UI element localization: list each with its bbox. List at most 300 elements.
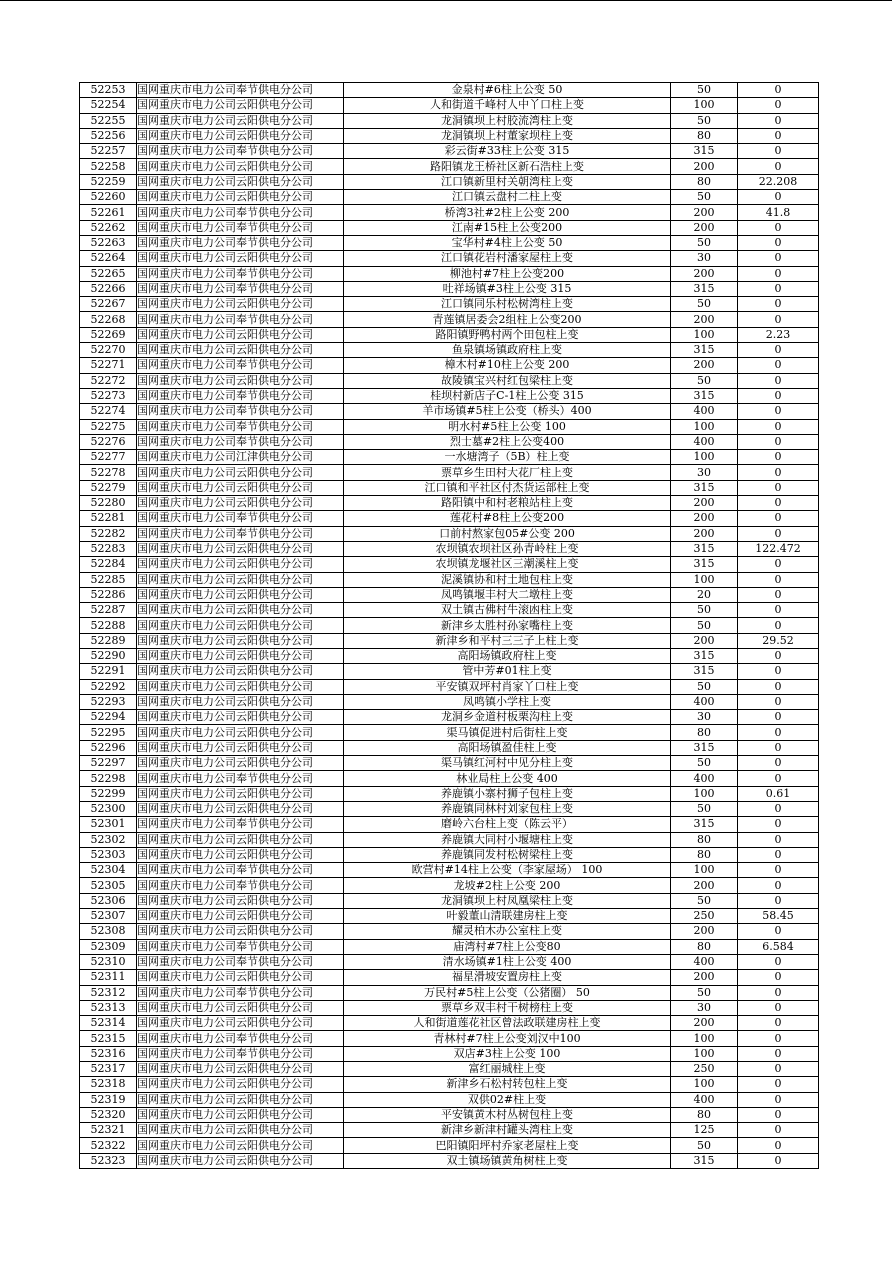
value-cell: 0 (738, 480, 819, 495)
value-cell: 0 (738, 159, 819, 174)
company-cell: 国网重庆市电力公司奉节供电分公司 (137, 817, 344, 832)
table-row (80, 1077, 819, 1092)
row-id-cell: 52304 (80, 863, 137, 878)
value-cell: 0 (738, 1046, 819, 1061)
capacity-cell: 100 (671, 450, 738, 465)
capacity-cell: 200 (671, 220, 738, 235)
company-cell: 国网重庆市电力公司云阳供电分公司 (137, 603, 344, 618)
row-id-cell: 52314 (80, 1016, 137, 1031)
value-cell: 0 (738, 511, 819, 526)
capacity-cell: 50 (671, 297, 738, 312)
transformer-name-cell: 高阳场镇政府柱上变 (344, 648, 671, 663)
value-cell: 0 (738, 648, 819, 663)
row-id-cell: 52266 (80, 281, 137, 296)
transformer-name-cell: 江口镇云盘村二柱上变 (344, 190, 671, 205)
capacity-cell: 200 (671, 970, 738, 985)
capacity-cell: 100 (671, 419, 738, 434)
value-cell: 0 (738, 1000, 819, 1015)
value-cell: 0 (738, 832, 819, 847)
company-cell: 国网重庆市电力公司云阳供电分公司 (137, 756, 344, 771)
company-cell: 国网重庆市电力公司云阳供电分公司 (137, 557, 344, 572)
company-cell: 国网重庆市电力公司云阳供电分公司 (137, 1107, 344, 1122)
row-id-cell: 52273 (80, 388, 137, 403)
row-id-cell: 52283 (80, 541, 137, 556)
company-cell: 国网重庆市电力公司云阳供电分公司 (137, 801, 344, 816)
company-cell: 国网重庆市电力公司云阳供电分公司 (137, 832, 344, 847)
capacity-cell: 315 (671, 343, 738, 358)
table-row (80, 587, 819, 602)
company-cell: 国网重庆市电力公司云阳供电分公司 (137, 251, 344, 266)
table-row (80, 725, 819, 740)
table-row (80, 541, 819, 556)
row-id-cell: 52282 (80, 526, 137, 541)
table-row (80, 1016, 819, 1031)
transformer-name-cell: 票草乡生田村大花厂柱上变 (344, 465, 671, 480)
transformer-name-cell: 巴阳镇阳坪村乔家老屋柱上变 (344, 1138, 671, 1153)
value-cell: 0 (738, 740, 819, 755)
company-cell: 国网重庆市电力公司云阳供电分公司 (137, 786, 344, 801)
company-cell: 国网重庆市电力公司云阳供电分公司 (137, 633, 344, 648)
table-row (80, 388, 819, 403)
table-row (80, 893, 819, 908)
capacity-cell: 400 (671, 1092, 738, 1107)
transformer-name-cell: 吐祥场镇#3柱上公变 315 (344, 281, 671, 296)
row-id-cell: 52269 (80, 327, 137, 342)
table-row (80, 832, 819, 847)
value-cell: 0 (738, 985, 819, 1000)
company-cell: 国网重庆市电力公司云阳供电分公司 (137, 174, 344, 189)
value-cell: 0 (738, 297, 819, 312)
row-id-cell: 52308 (80, 924, 137, 939)
capacity-cell: 100 (671, 98, 738, 113)
value-cell: 0 (738, 434, 819, 449)
transformer-name-cell: 路阳镇中和村老粮站柱上变 (344, 496, 671, 511)
company-cell: 国网重庆市电力公司江津供电分公司 (137, 450, 344, 465)
company-cell: 国网重庆市电力公司云阳供电分公司 (137, 541, 344, 556)
capacity-cell: 315 (671, 648, 738, 663)
transformer-name-cell: 人和街道千峰村人中丫口柱上变 (344, 98, 671, 113)
table-row (80, 434, 819, 449)
value-cell: 0 (738, 1123, 819, 1138)
table-row (80, 373, 819, 388)
capacity-cell: 125 (671, 1123, 738, 1138)
table-row (80, 113, 819, 128)
row-id-cell: 52322 (80, 1138, 137, 1153)
value-cell: 0 (738, 235, 819, 250)
transformer-name-cell: 路阳镇龙王桥社区新石浩柱上变 (344, 159, 671, 174)
row-id-cell: 52255 (80, 113, 137, 128)
capacity-cell: 50 (671, 83, 738, 98)
row-id-cell: 52301 (80, 817, 137, 832)
value-cell: 0 (738, 847, 819, 862)
transformer-name-cell: 双土镇古佛村牛滚凼柱上变 (344, 603, 671, 618)
capacity-cell: 315 (671, 281, 738, 296)
value-cell: 0 (738, 526, 819, 541)
value-cell: 0 (738, 1107, 819, 1122)
row-id-cell: 52305 (80, 878, 137, 893)
capacity-cell: 80 (671, 832, 738, 847)
transformer-name-cell: 平安镇双坪村肖家丫口柱上变 (344, 679, 671, 694)
capacity-cell: 200 (671, 312, 738, 327)
page-top-rule (0, 0, 892, 1)
table-row (80, 1062, 819, 1077)
value-cell: 0 (738, 1016, 819, 1031)
company-cell: 国网重庆市电力公司云阳供电分公司 (137, 740, 344, 755)
transformer-name-cell: 欧营村#14柱上公变（李家屋场） 100 (344, 863, 671, 878)
row-id-cell: 52297 (80, 756, 137, 771)
transformer-name-cell: 养鹿镇小寨村狮子包柱上变 (344, 786, 671, 801)
table-body (80, 83, 819, 1169)
company-cell: 国网重庆市电力公司云阳供电分公司 (137, 1138, 344, 1153)
company-cell: 国网重庆市电力公司奉节供电分公司 (137, 434, 344, 449)
company-cell: 国网重庆市电力公司云阳供电分公司 (137, 587, 344, 602)
capacity-cell: 50 (671, 190, 738, 205)
value-cell: 6.584 (738, 939, 819, 954)
table-row (80, 648, 819, 663)
row-id-cell: 52310 (80, 954, 137, 969)
row-id-cell: 52311 (80, 970, 137, 985)
transformer-name-cell: 管中芳#01柱上变 (344, 664, 671, 679)
company-cell: 国网重庆市电力公司云阳供电分公司 (137, 924, 344, 939)
company-cell: 国网重庆市电力公司云阳供电分公司 (137, 373, 344, 388)
company-cell: 国网重庆市电力公司云阳供电分公司 (137, 679, 344, 694)
capacity-cell: 315 (671, 541, 738, 556)
table-row (80, 1031, 819, 1046)
row-id-cell: 52286 (80, 587, 137, 602)
transformer-name-cell: 清水场镇#1柱上公变 400 (344, 954, 671, 969)
capacity-cell: 400 (671, 954, 738, 969)
company-cell: 国网重庆市电力公司奉节供电分公司 (137, 205, 344, 220)
table-row (80, 480, 819, 495)
table-row (80, 174, 819, 189)
value-cell: 0 (738, 1031, 819, 1046)
capacity-cell: 200 (671, 633, 738, 648)
value-cell: 0 (738, 144, 819, 159)
company-cell: 国网重庆市电力公司奉节供电分公司 (137, 388, 344, 403)
transformer-name-cell: 龙洞镇坝上村凤凰梁柱上变 (344, 893, 671, 908)
table-row (80, 970, 819, 985)
row-id-cell: 52318 (80, 1077, 137, 1092)
transformer-name-cell: 莲花村#8柱上公变200 (344, 511, 671, 526)
transformer-name-cell: 青林村#7柱上公变刘汉中100 (344, 1031, 671, 1046)
company-cell: 国网重庆市电力公司奉节供电分公司 (137, 985, 344, 1000)
value-cell: 0 (738, 419, 819, 434)
capacity-cell: 50 (671, 679, 738, 694)
capacity-cell: 315 (671, 664, 738, 679)
table-row (80, 220, 819, 235)
value-cell: 0 (738, 618, 819, 633)
table-row (80, 83, 819, 98)
table-row (80, 312, 819, 327)
row-id-cell: 52299 (80, 786, 137, 801)
capacity-cell: 50 (671, 603, 738, 618)
value-cell: 0 (738, 756, 819, 771)
row-id-cell: 52316 (80, 1046, 137, 1061)
table-row (80, 557, 819, 572)
value-cell: 0 (738, 587, 819, 602)
transformer-table (79, 82, 819, 1169)
capacity-cell: 400 (671, 404, 738, 419)
capacity-cell: 400 (671, 771, 738, 786)
value-cell: 0 (738, 1138, 819, 1153)
company-cell: 国网重庆市电力公司云阳供电分公司 (137, 1153, 344, 1168)
table-row (80, 98, 819, 113)
company-cell: 国网重庆市电力公司云阳供电分公司 (137, 909, 344, 924)
row-id-cell: 52272 (80, 373, 137, 388)
capacity-cell: 200 (671, 526, 738, 541)
table-row (80, 450, 819, 465)
table-row (80, 679, 819, 694)
value-cell: 22.208 (738, 174, 819, 189)
company-cell: 国网重庆市电力公司奉节供电分公司 (137, 1046, 344, 1061)
company-cell: 国网重庆市电力公司云阳供电分公司 (137, 113, 344, 128)
capacity-cell: 200 (671, 511, 738, 526)
table-row (80, 128, 819, 143)
capacity-cell: 200 (671, 1016, 738, 1031)
company-cell: 国网重庆市电力公司云阳供电分公司 (137, 159, 344, 174)
transformer-name-cell: 农坝镇农坝社区孙青岭柱上变 (344, 541, 671, 556)
row-id-cell: 52254 (80, 98, 137, 113)
company-cell: 国网重庆市电力公司奉节供电分公司 (137, 526, 344, 541)
row-id-cell: 52275 (80, 419, 137, 434)
company-cell: 国网重庆市电力公司云阳供电分公司 (137, 465, 344, 480)
row-id-cell: 52298 (80, 771, 137, 786)
value-cell: 0 (738, 465, 819, 480)
value-cell: 0 (738, 924, 819, 939)
value-cell: 0 (738, 603, 819, 618)
row-id-cell: 52271 (80, 358, 137, 373)
value-cell: 0 (738, 801, 819, 816)
company-cell: 国网重庆市电力公司云阳供电分公司 (137, 1092, 344, 1107)
transformer-name-cell: 龙洞镇坝上村董家坝柱上变 (344, 128, 671, 143)
table-row (80, 572, 819, 587)
value-cell: 0 (738, 954, 819, 969)
table-row (80, 159, 819, 174)
row-id-cell: 52265 (80, 266, 137, 281)
row-id-cell: 52268 (80, 312, 137, 327)
table-row (80, 664, 819, 679)
value-cell: 0 (738, 373, 819, 388)
transformer-name-cell: 人和街道莲花社区曾法政联建房柱上变 (344, 1016, 671, 1031)
transformer-name-cell: 新津乡太胜村孙家嘴柱上变 (344, 618, 671, 633)
capacity-cell: 80 (671, 174, 738, 189)
table-row (80, 954, 819, 969)
value-cell: 0 (738, 404, 819, 419)
row-id-cell: 52290 (80, 648, 137, 663)
capacity-cell: 30 (671, 710, 738, 725)
capacity-cell: 250 (671, 909, 738, 924)
value-cell: 0 (738, 343, 819, 358)
table-row (80, 297, 819, 312)
transformer-name-cell: 双土镇场镇黄角树柱上变 (344, 1153, 671, 1168)
company-cell: 国网重庆市电力公司云阳供电分公司 (137, 710, 344, 725)
transformer-name-cell: 福星滑坡安置房柱上变 (344, 970, 671, 985)
table-row (80, 526, 819, 541)
row-id-cell: 52307 (80, 909, 137, 924)
company-cell: 国网重庆市电力公司云阳供电分公司 (137, 297, 344, 312)
transformer-name-cell: 江口镇花岩村潘家屋柱上变 (344, 251, 671, 266)
company-cell: 国网重庆市电力公司奉节供电分公司 (137, 358, 344, 373)
capacity-cell: 315 (671, 388, 738, 403)
transformer-name-cell: 桂坝村新店子C-1柱上公变 315 (344, 388, 671, 403)
company-cell: 国网重庆市电力公司云阳供电分公司 (137, 847, 344, 862)
company-cell: 国网重庆市电力公司云阳供电分公司 (137, 343, 344, 358)
capacity-cell: 100 (671, 1031, 738, 1046)
transformer-name-cell: 青莲镇居委会2组柱上公变200 (344, 312, 671, 327)
value-cell: 0 (738, 113, 819, 128)
value-cell: 0 (738, 710, 819, 725)
row-id-cell: 52258 (80, 159, 137, 174)
capacity-cell: 50 (671, 618, 738, 633)
transformer-name-cell: 口前村熬家包05#公变 200 (344, 526, 671, 541)
company-cell: 国网重庆市电力公司奉节供电分公司 (137, 939, 344, 954)
value-cell: 0.61 (738, 786, 819, 801)
capacity-cell: 315 (671, 144, 738, 159)
transformer-name-cell: 龙坡#2柱上公变 200 (344, 878, 671, 893)
capacity-cell: 100 (671, 786, 738, 801)
row-id-cell: 52280 (80, 496, 137, 511)
capacity-cell: 315 (671, 557, 738, 572)
capacity-cell: 400 (671, 694, 738, 709)
company-cell: 国网重庆市电力公司奉节供电分公司 (137, 220, 344, 235)
value-cell: 2.23 (738, 327, 819, 342)
value-cell: 122.472 (738, 541, 819, 556)
row-id-cell: 52288 (80, 618, 137, 633)
transformer-name-cell: 金泉村#6柱上公变 50 (344, 83, 671, 98)
capacity-cell: 80 (671, 939, 738, 954)
company-cell: 国网重庆市电力公司云阳供电分公司 (137, 1123, 344, 1138)
row-id-cell: 52267 (80, 297, 137, 312)
row-id-cell: 52256 (80, 128, 137, 143)
capacity-cell: 315 (671, 1153, 738, 1168)
value-cell: 0 (738, 664, 819, 679)
row-id-cell: 52294 (80, 710, 137, 725)
transformer-name-cell: 桥湾3社#2柱上公变 200 (344, 205, 671, 220)
company-cell: 国网重庆市电力公司奉节供电分公司 (137, 83, 344, 98)
table-row (80, 878, 819, 893)
table-row (80, 603, 819, 618)
row-id-cell: 52312 (80, 985, 137, 1000)
value-cell: 0 (738, 266, 819, 281)
transformer-name-cell: 养鹿镇大同村小堰塘柱上变 (344, 832, 671, 847)
capacity-cell: 200 (671, 924, 738, 939)
row-id-cell: 52276 (80, 434, 137, 449)
row-id-cell: 52257 (80, 144, 137, 159)
company-cell: 国网重庆市电力公司云阳供电分公司 (137, 128, 344, 143)
table-row (80, 1000, 819, 1015)
table-row (80, 1092, 819, 1107)
capacity-cell: 50 (671, 373, 738, 388)
company-cell: 国网重庆市电力公司云阳供电分公司 (137, 1077, 344, 1092)
row-id-cell: 52306 (80, 893, 137, 908)
value-cell: 58.45 (738, 909, 819, 924)
table-row (80, 404, 819, 419)
capacity-cell: 100 (671, 572, 738, 587)
capacity-cell: 80 (671, 847, 738, 862)
transformer-name-cell: 樟木村#10柱上公变 200 (344, 358, 671, 373)
company-cell: 国网重庆市电力公司云阳供电分公司 (137, 327, 344, 342)
transformer-name-cell: 双店#3柱上公变 100 (344, 1046, 671, 1061)
transformer-name-cell: 龙洞乡金道村板栗沟柱上变 (344, 710, 671, 725)
row-id-cell: 52320 (80, 1107, 137, 1122)
table-row (80, 710, 819, 725)
transformer-name-cell: 富红丽城柱上变 (344, 1062, 671, 1077)
company-cell: 国网重庆市电力公司云阳供电分公司 (137, 725, 344, 740)
capacity-cell: 200 (671, 266, 738, 281)
company-cell: 国网重庆市电力公司奉节供电分公司 (137, 1031, 344, 1046)
row-id-cell: 52262 (80, 220, 137, 235)
table-row (80, 618, 819, 633)
table-row (80, 801, 819, 816)
row-id-cell: 52309 (80, 939, 137, 954)
capacity-cell: 200 (671, 878, 738, 893)
table-row (80, 1107, 819, 1122)
table-row (80, 235, 819, 250)
row-id-cell: 52278 (80, 465, 137, 480)
transformer-name-cell: 养鹿镇同林村刘家包柱上变 (344, 801, 671, 816)
row-id-cell: 52261 (80, 205, 137, 220)
company-cell: 国网重庆市电力公司云阳供电分公司 (137, 694, 344, 709)
value-cell: 29.52 (738, 633, 819, 648)
table-row (80, 740, 819, 755)
table-row (80, 786, 819, 801)
company-cell: 国网重庆市电力公司云阳供电分公司 (137, 664, 344, 679)
capacity-cell: 200 (671, 496, 738, 511)
transformer-name-cell: 双供02#柱上变 (344, 1092, 671, 1107)
company-cell: 国网重庆市电力公司云阳供电分公司 (137, 98, 344, 113)
transformer-name-cell: 凤鸣镇堰丰村大二墩柱上变 (344, 587, 671, 602)
company-cell: 国网重庆市电力公司奉节供电分公司 (137, 266, 344, 281)
company-cell: 国网重庆市电力公司云阳供电分公司 (137, 190, 344, 205)
transformer-name-cell: 耀灵柏木办公室柱上变 (344, 924, 671, 939)
table-row (80, 511, 819, 526)
row-id-cell: 52302 (80, 832, 137, 847)
value-cell: 0 (738, 694, 819, 709)
transformer-name-cell: 万民村#5柱上公变（公猪圈） 50 (344, 985, 671, 1000)
value-cell: 0 (738, 557, 819, 572)
row-id-cell: 52317 (80, 1062, 137, 1077)
value-cell: 0 (738, 679, 819, 694)
table-row (80, 327, 819, 342)
row-id-cell: 52277 (80, 450, 137, 465)
table-row (80, 863, 819, 878)
transformer-name-cell: 江口镇和平社区付杰货运部柱上变 (344, 480, 671, 495)
transformer-name-cell: 泥溪镇协和村土地包柱上变 (344, 572, 671, 587)
company-cell: 国网重庆市电力公司云阳供电分公司 (137, 1062, 344, 1077)
capacity-cell: 315 (671, 740, 738, 755)
value-cell: 0 (738, 970, 819, 985)
capacity-cell: 50 (671, 893, 738, 908)
company-cell: 国网重庆市电力公司奉节供电分公司 (137, 144, 344, 159)
table-row (80, 144, 819, 159)
row-id-cell: 52313 (80, 1000, 137, 1015)
value-cell: 0 (738, 83, 819, 98)
value-cell: 0 (738, 98, 819, 113)
transformer-name-cell: 路阳镇野鸭村两个田包柱上变 (344, 327, 671, 342)
table-row (80, 205, 819, 220)
table-row (80, 847, 819, 862)
table-row (80, 771, 819, 786)
transformer-name-cell: 宝华村#4柱上公变 50 (344, 235, 671, 250)
row-id-cell: 52293 (80, 694, 137, 709)
company-cell: 国网重庆市电力公司奉节供电分公司 (137, 404, 344, 419)
transformer-name-cell: 一水塘湾子（5B）柱上变 (344, 450, 671, 465)
capacity-cell: 200 (671, 159, 738, 174)
row-id-cell: 52295 (80, 725, 137, 740)
capacity-cell: 315 (671, 480, 738, 495)
row-id-cell: 52259 (80, 174, 137, 189)
table-row (80, 266, 819, 281)
